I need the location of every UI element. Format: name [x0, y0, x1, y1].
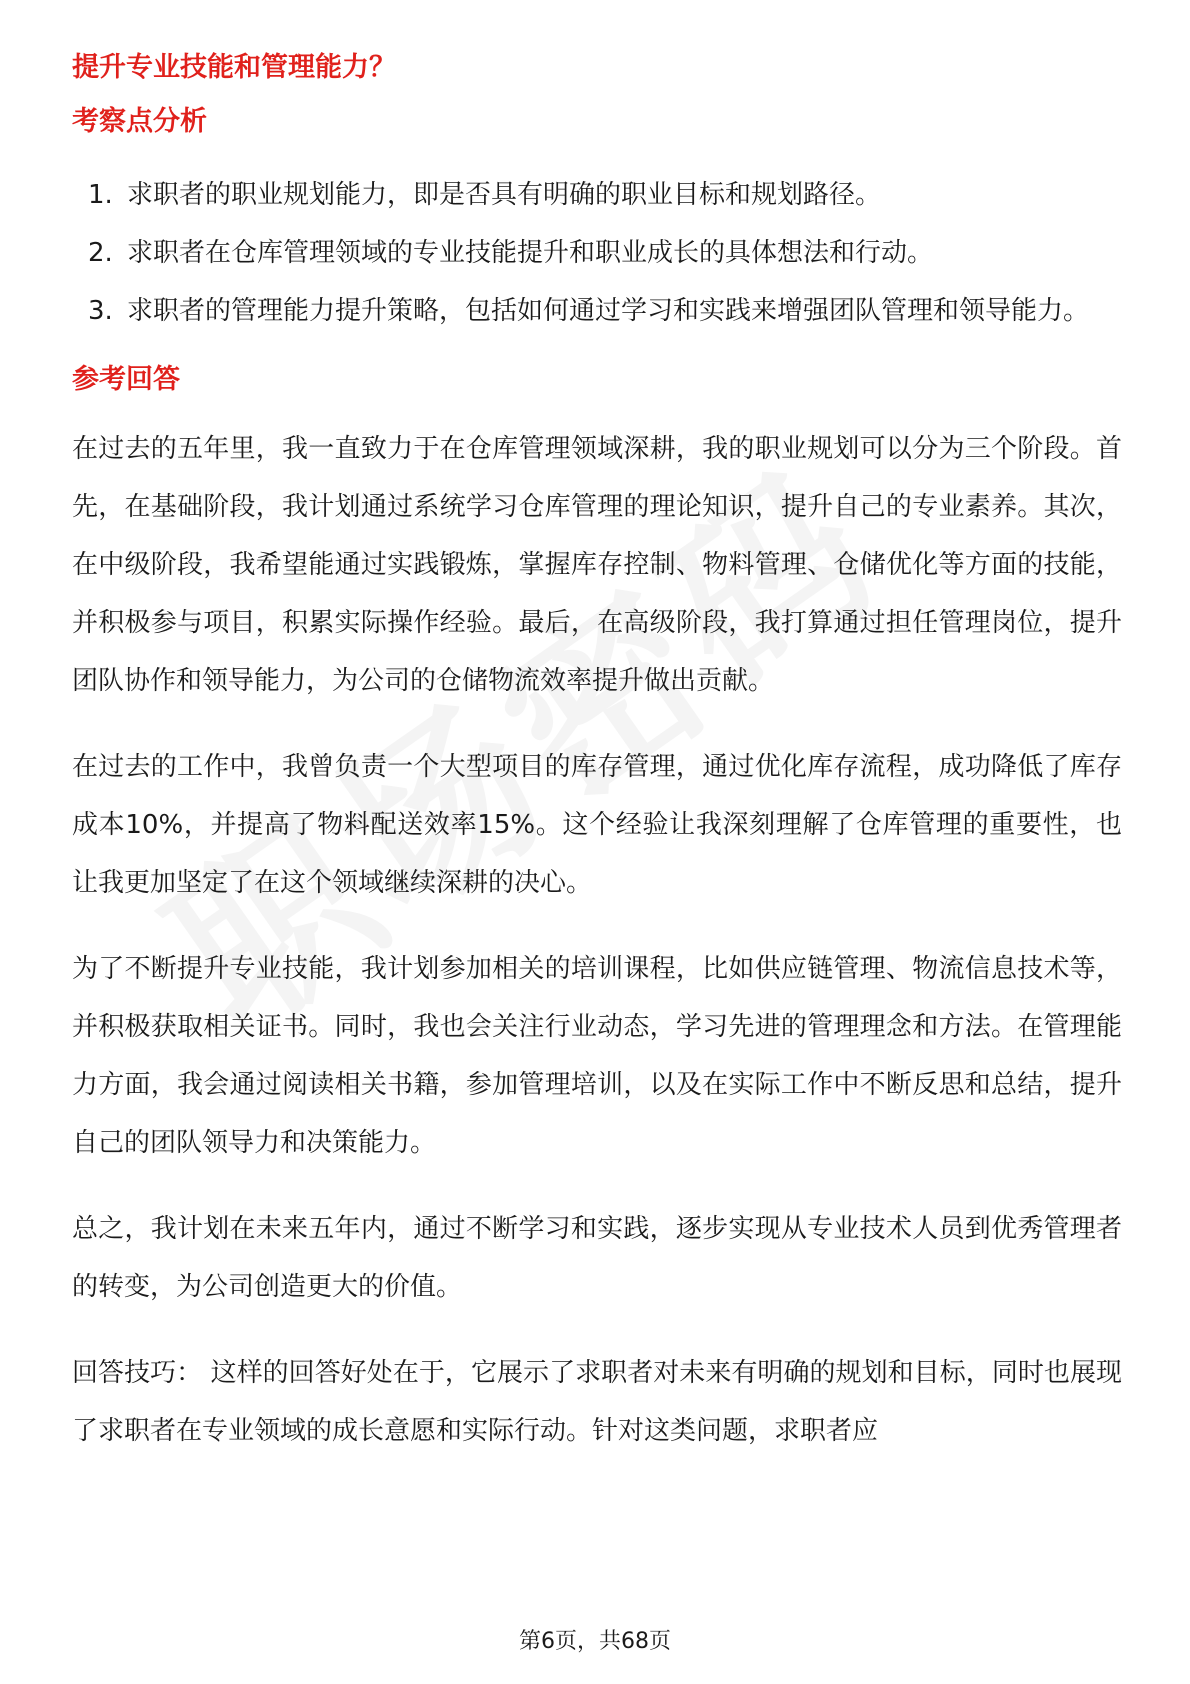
analysis-points-list	[72, 166, 1122, 340]
list-item-text: 求职者的职业规划能力，即是否具有明确的职业目标和规划路径。	[127, 180, 882, 210]
page-content	[72, 48, 1122, 1460]
answer-paragraph: 总之，我计划在未来五年内，通过不断学习和实践，逐步实现从专业技术人员到优秀管理者的转变，为公司创造更大的价值。	[72, 1214, 1122, 1302]
answer-tips-paragraph: 回答技巧： 这样的回答好处在于，它展示了求职者对未来有明确的规划和目标，同时也展现了求职者在专业领域的成长意愿和实际行动。针对这类问题，求职者应	[72, 1358, 1122, 1446]
list-item-number: 2.	[88, 238, 113, 268]
list-item	[72, 282, 1122, 340]
page-number-footer: 第6页，共68页	[519, 1629, 671, 1654]
answer-paragraph: 为了不断提升专业技能，我计划参加相关的培训课程，比如供应链管理、物流信息技术等，并积极获取相关证书。同时，我也会关注行业动态，学习先进的管理理念和方法。在管理能力方面，我会通过阅读相关书籍，参加管理培训，以及在实际工作中不断反思和总结，提升自己的团队领导力和决策能力。	[72, 954, 1122, 1158]
list-item	[72, 166, 1122, 224]
list-item-number: 1.	[88, 180, 113, 210]
answer-paragraph: 在过去的五年里，我一直致力于在仓库管理领域深耕，我的职业规划可以分为三个阶段。首先，在基础阶段，我计划通过系统学习仓库管理的理论知识，提升自己的专业素养。其次，在中级阶段，我希望能通过实践锻炼，掌握库存控制、物料管理、仓储优化等方面的技能，并积极参与项目，积累实际操作经验。最后，在高级阶段，我打算通过担任管理岗位，提升团队协作和领导能力，为公司的仓储物流效率提升做出贡献。	[72, 434, 1122, 696]
analysis-heading: 考察点分析	[72, 106, 207, 137]
list-item-text: 求职者的管理能力提升策略，包括如何通过学习和实践来增强团队管理和领导能力。	[127, 296, 1090, 326]
answer-heading: 参考回答	[72, 364, 180, 395]
list-item	[72, 224, 1122, 282]
answer-paragraph: 在过去的工作中，我曾负责一个大型项目的库存管理，通过优化库存流程，成功降低了库存成本10%，并提高了物料配送效率15%。这个经验让我深刻理解了仓库管理的重要性，也让我更加坚定了在这个领域继续深耕的决心。	[72, 752, 1122, 898]
list-item-number: 3.	[88, 296, 113, 326]
question-title-continued: 提升专业技能和管理能力？	[72, 52, 396, 83]
list-item-text: 求职者在仓库管理领域的专业技能提升和职业成长的具体想法和行动。	[127, 238, 934, 268]
